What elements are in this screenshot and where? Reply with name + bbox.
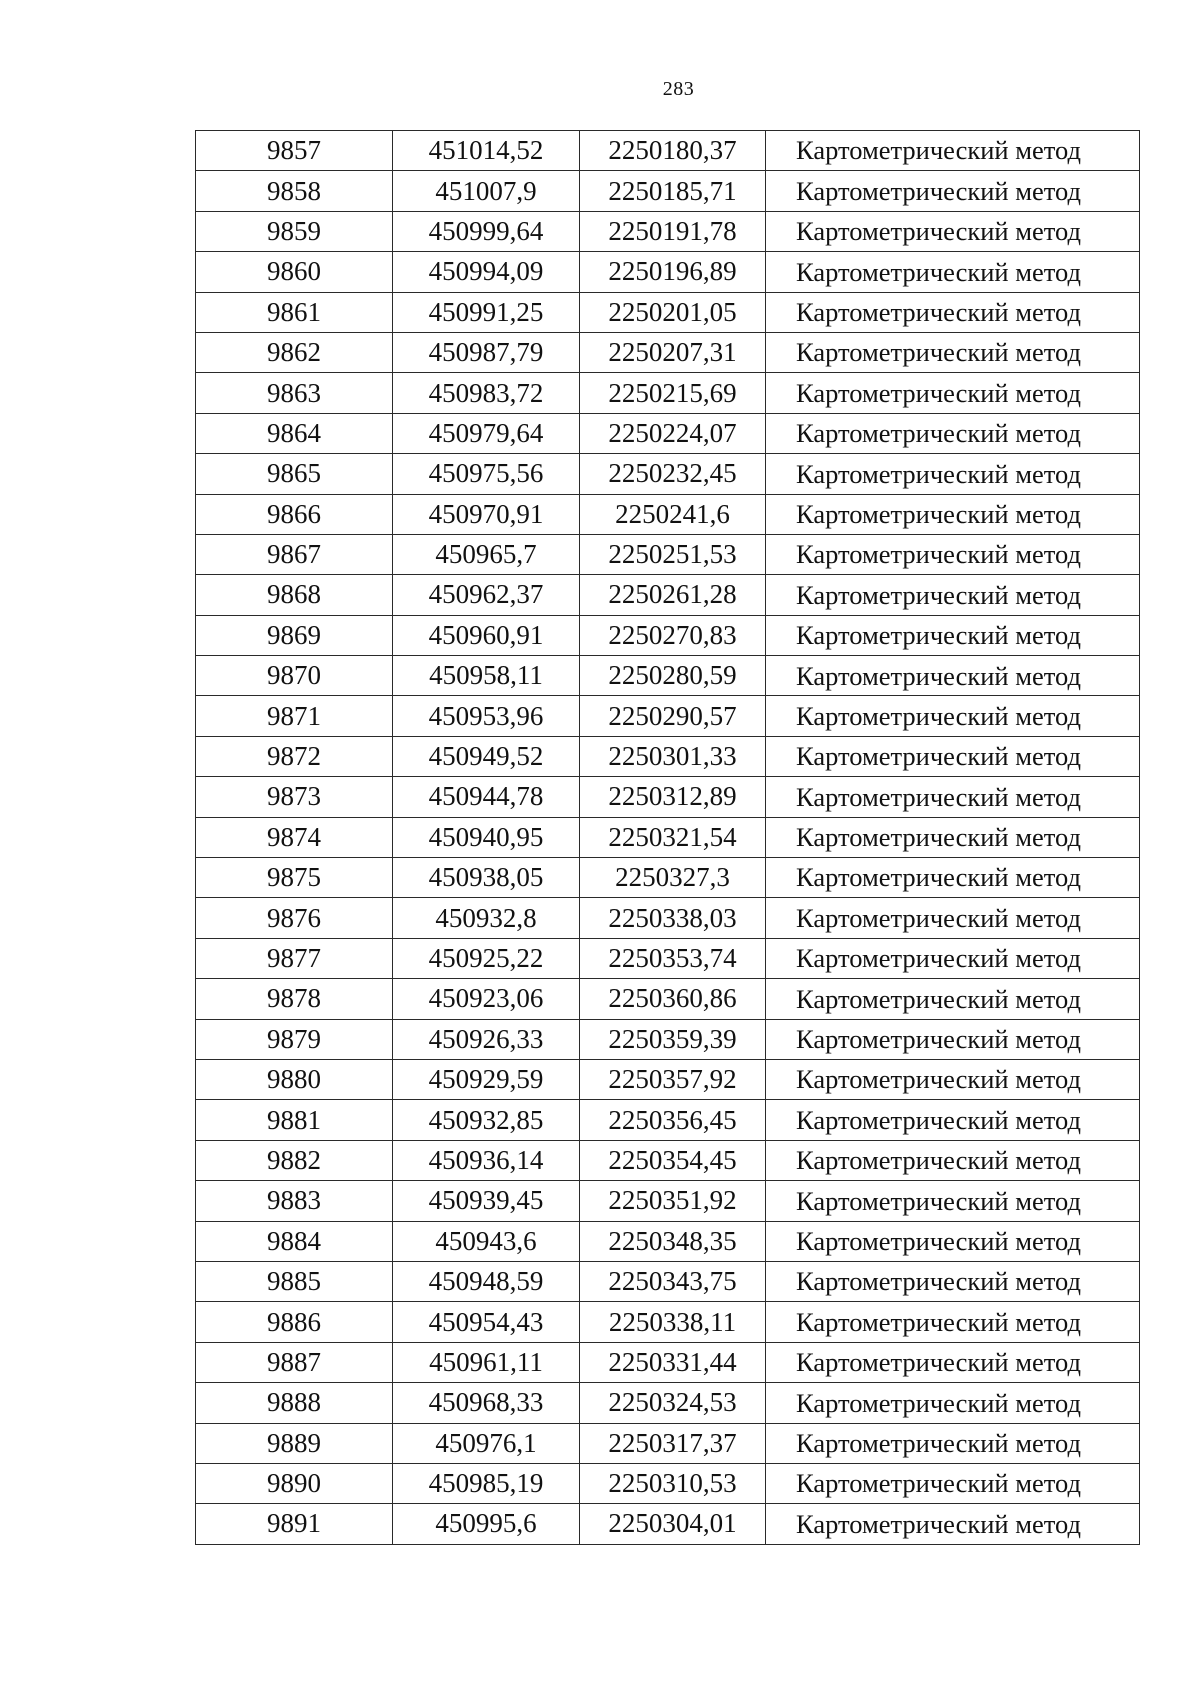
y-coordinate-cell: 2250301,33 xyxy=(580,736,766,776)
table-row xyxy=(196,1383,1140,1423)
y-coordinate-cell: 2250321,54 xyxy=(580,817,766,857)
y-coordinate-cell: 2250343,75 xyxy=(580,1261,766,1301)
y-coordinate-cell: 2250327,3 xyxy=(580,858,766,898)
x-coordinate-cell: 450929,59 xyxy=(393,1059,580,1099)
y-coordinate-cell: 2250354,45 xyxy=(580,1140,766,1180)
x-coordinate-cell: 450932,85 xyxy=(393,1100,580,1140)
table-row xyxy=(196,454,1140,494)
method-cell: Картометрический метод xyxy=(766,1019,1140,1059)
y-coordinate-cell: 2250270,83 xyxy=(580,615,766,655)
method-cell: Картометрический метод xyxy=(766,252,1140,292)
y-coordinate-cell: 2250280,59 xyxy=(580,656,766,696)
point-number-cell: 9878 xyxy=(196,979,393,1019)
table-row xyxy=(196,1504,1140,1544)
y-coordinate-cell: 2250357,92 xyxy=(580,1059,766,1099)
method-cell: Картометрический метод xyxy=(766,1140,1140,1180)
x-coordinate-cell: 450965,7 xyxy=(393,534,580,574)
point-number-cell: 9884 xyxy=(196,1221,393,1261)
y-coordinate-cell: 2250360,86 xyxy=(580,979,766,1019)
method-cell: Картометрический метод xyxy=(766,898,1140,938)
point-number-cell: 9869 xyxy=(196,615,393,655)
method-cell: Картометрический метод xyxy=(766,615,1140,655)
point-number-cell: 9889 xyxy=(196,1423,393,1463)
table-body xyxy=(196,131,1140,1545)
point-number-cell: 9879 xyxy=(196,1019,393,1059)
point-number-cell: 9858 xyxy=(196,171,393,211)
method-cell: Картометрический метод xyxy=(766,1059,1140,1099)
table-row xyxy=(196,615,1140,655)
x-coordinate-cell: 450954,43 xyxy=(393,1302,580,1342)
method-cell: Картометрический метод xyxy=(766,373,1140,413)
y-coordinate-cell: 2250359,39 xyxy=(580,1019,766,1059)
y-coordinate-cell: 2250196,89 xyxy=(580,252,766,292)
y-coordinate-cell: 2250351,92 xyxy=(580,1181,766,1221)
point-number-cell: 9872 xyxy=(196,736,393,776)
y-coordinate-cell: 2250180,37 xyxy=(580,131,766,171)
method-cell: Картометрический метод xyxy=(766,454,1140,494)
x-coordinate-cell: 450932,8 xyxy=(393,898,580,938)
table-row xyxy=(196,656,1140,696)
y-coordinate-cell: 2250290,57 xyxy=(580,696,766,736)
table-row xyxy=(196,1302,1140,1342)
point-number-cell: 9874 xyxy=(196,817,393,857)
point-number-cell: 9882 xyxy=(196,1140,393,1180)
y-coordinate-cell: 2250312,89 xyxy=(580,777,766,817)
x-coordinate-cell: 450970,91 xyxy=(393,494,580,534)
point-number-cell: 9866 xyxy=(196,494,393,534)
method-cell: Картометрический метод xyxy=(766,1181,1140,1221)
point-number-cell: 9890 xyxy=(196,1463,393,1503)
table-row xyxy=(196,1140,1140,1180)
table-row xyxy=(196,494,1140,534)
x-coordinate-cell: 450958,11 xyxy=(393,656,580,696)
point-number-cell: 9891 xyxy=(196,1504,393,1544)
method-cell: Картометрический метод xyxy=(766,1302,1140,1342)
y-coordinate-cell: 2250338,11 xyxy=(580,1302,766,1342)
table-row xyxy=(196,1261,1140,1301)
y-coordinate-cell: 2250310,53 xyxy=(580,1463,766,1503)
x-coordinate-cell: 450948,59 xyxy=(393,1261,580,1301)
method-cell: Картометрический метод xyxy=(766,1423,1140,1463)
y-coordinate-cell: 2250356,45 xyxy=(580,1100,766,1140)
y-coordinate-cell: 2250224,07 xyxy=(580,413,766,453)
method-cell: Картометрический метод xyxy=(766,171,1140,211)
y-coordinate-cell: 2250185,71 xyxy=(580,171,766,211)
table-row xyxy=(196,777,1140,817)
point-number-cell: 9861 xyxy=(196,292,393,332)
x-coordinate-cell: 450938,05 xyxy=(393,858,580,898)
method-cell: Картометрический метод xyxy=(766,736,1140,776)
table-row xyxy=(196,1059,1140,1099)
point-number-cell: 9860 xyxy=(196,252,393,292)
point-number-cell: 9868 xyxy=(196,575,393,615)
x-coordinate-cell: 450940,95 xyxy=(393,817,580,857)
y-coordinate-cell: 2250251,53 xyxy=(580,534,766,574)
x-coordinate-cell: 450926,33 xyxy=(393,1019,580,1059)
point-number-cell: 9863 xyxy=(196,373,393,413)
point-number-cell: 9873 xyxy=(196,777,393,817)
point-number-cell: 9862 xyxy=(196,332,393,372)
point-number-cell: 9870 xyxy=(196,656,393,696)
point-number-cell: 9867 xyxy=(196,534,393,574)
point-number-cell: 9857 xyxy=(196,131,393,171)
table-row xyxy=(196,171,1140,211)
method-cell: Картометрический метод xyxy=(766,1463,1140,1503)
point-number-cell: 9881 xyxy=(196,1100,393,1140)
x-coordinate-cell: 450961,11 xyxy=(393,1342,580,1382)
coordinates-table xyxy=(195,130,1140,1545)
y-coordinate-cell: 2250232,45 xyxy=(580,454,766,494)
x-coordinate-cell: 451014,52 xyxy=(393,131,580,171)
x-coordinate-cell: 450968,33 xyxy=(393,1383,580,1423)
method-cell: Картометрический метод xyxy=(766,292,1140,332)
y-coordinate-cell: 2250241,6 xyxy=(580,494,766,534)
table-row xyxy=(196,373,1140,413)
y-coordinate-cell: 2250304,01 xyxy=(580,1504,766,1544)
method-cell: Картометрический метод xyxy=(766,817,1140,857)
y-coordinate-cell: 2250324,53 xyxy=(580,1383,766,1423)
method-cell: Картометрический метод xyxy=(766,777,1140,817)
point-number-cell: 9886 xyxy=(196,1302,393,1342)
method-cell: Картометрический метод xyxy=(766,413,1140,453)
table-row xyxy=(196,1463,1140,1503)
x-coordinate-cell: 450987,79 xyxy=(393,332,580,372)
method-cell: Картометрический метод xyxy=(766,131,1140,171)
x-coordinate-cell: 450976,1 xyxy=(393,1423,580,1463)
point-number-cell: 9875 xyxy=(196,858,393,898)
method-cell: Картометрический метод xyxy=(766,332,1140,372)
method-cell: Картометрический метод xyxy=(766,534,1140,574)
x-coordinate-cell: 450943,6 xyxy=(393,1221,580,1261)
table-row xyxy=(196,1423,1140,1463)
method-cell: Картометрический метод xyxy=(766,211,1140,251)
point-number-cell: 9880 xyxy=(196,1059,393,1099)
y-coordinate-cell: 2250215,69 xyxy=(580,373,766,413)
point-number-cell: 9887 xyxy=(196,1342,393,1382)
point-number-cell: 9865 xyxy=(196,454,393,494)
method-cell: Картометрический метод xyxy=(766,1261,1140,1301)
method-cell: Картометрический метод xyxy=(766,1383,1140,1423)
point-number-cell: 9871 xyxy=(196,696,393,736)
table-row xyxy=(196,211,1140,251)
page-number: 283 xyxy=(662,78,695,100)
x-coordinate-cell: 450999,64 xyxy=(393,211,580,251)
table-row xyxy=(196,979,1140,1019)
method-cell: Картометрический метод xyxy=(766,979,1140,1019)
y-coordinate-cell: 2250191,78 xyxy=(580,211,766,251)
y-coordinate-cell: 2250317,37 xyxy=(580,1423,766,1463)
point-number-cell: 9877 xyxy=(196,938,393,978)
x-coordinate-cell: 450979,64 xyxy=(393,413,580,453)
x-coordinate-cell: 450983,72 xyxy=(393,373,580,413)
point-number-cell: 9885 xyxy=(196,1261,393,1301)
x-coordinate-cell: 450962,37 xyxy=(393,575,580,615)
x-coordinate-cell: 450923,06 xyxy=(393,979,580,1019)
y-coordinate-cell: 2250201,05 xyxy=(580,292,766,332)
x-coordinate-cell: 450936,14 xyxy=(393,1140,580,1180)
point-number-cell: 9864 xyxy=(196,413,393,453)
point-number-cell: 9888 xyxy=(196,1383,393,1423)
y-coordinate-cell: 2250348,35 xyxy=(580,1221,766,1261)
table-row xyxy=(196,736,1140,776)
x-coordinate-cell: 451007,9 xyxy=(393,171,580,211)
table-row xyxy=(196,898,1140,938)
table-row xyxy=(196,817,1140,857)
method-cell: Картометрический метод xyxy=(766,1221,1140,1261)
table-row xyxy=(196,131,1140,171)
y-coordinate-cell: 2250261,28 xyxy=(580,575,766,615)
point-number-cell: 9859 xyxy=(196,211,393,251)
point-number-cell: 9876 xyxy=(196,898,393,938)
table-row xyxy=(196,292,1140,332)
table-row xyxy=(196,1100,1140,1140)
method-cell: Картометрический метод xyxy=(766,696,1140,736)
method-cell: Картометрический метод xyxy=(766,1342,1140,1382)
table-row xyxy=(196,858,1140,898)
y-coordinate-cell: 2250207,31 xyxy=(580,332,766,372)
table-row xyxy=(196,1342,1140,1382)
x-coordinate-cell: 450949,52 xyxy=(393,736,580,776)
table-row xyxy=(196,1181,1140,1221)
y-coordinate-cell: 2250353,74 xyxy=(580,938,766,978)
table-row xyxy=(196,332,1140,372)
x-coordinate-cell: 450925,22 xyxy=(393,938,580,978)
table-row xyxy=(196,252,1140,292)
x-coordinate-cell: 450960,91 xyxy=(393,615,580,655)
table-row xyxy=(196,534,1140,574)
method-cell: Картометрический метод xyxy=(766,656,1140,696)
y-coordinate-cell: 2250338,03 xyxy=(580,898,766,938)
method-cell: Картометрический метод xyxy=(766,494,1140,534)
x-coordinate-cell: 450944,78 xyxy=(393,777,580,817)
method-cell: Картометрический метод xyxy=(766,938,1140,978)
table-row xyxy=(196,1221,1140,1261)
x-coordinate-cell: 450953,96 xyxy=(393,696,580,736)
table-row xyxy=(196,413,1140,453)
table-row xyxy=(196,1019,1140,1059)
method-cell: Картометрический метод xyxy=(766,1504,1140,1544)
table-row xyxy=(196,575,1140,615)
method-cell: Картометрический метод xyxy=(766,1100,1140,1140)
x-coordinate-cell: 450991,25 xyxy=(393,292,580,332)
table-row xyxy=(196,938,1140,978)
x-coordinate-cell: 450975,56 xyxy=(393,454,580,494)
method-cell: Картометрический метод xyxy=(766,575,1140,615)
x-coordinate-cell: 450985,19 xyxy=(393,1463,580,1503)
x-coordinate-cell: 450939,45 xyxy=(393,1181,580,1221)
method-cell: Картометрический метод xyxy=(766,858,1140,898)
point-number-cell: 9883 xyxy=(196,1181,393,1221)
x-coordinate-cell: 450995,6 xyxy=(393,1504,580,1544)
table-row xyxy=(196,696,1140,736)
x-coordinate-cell: 450994,09 xyxy=(393,252,580,292)
y-coordinate-cell: 2250331,44 xyxy=(580,1342,766,1382)
